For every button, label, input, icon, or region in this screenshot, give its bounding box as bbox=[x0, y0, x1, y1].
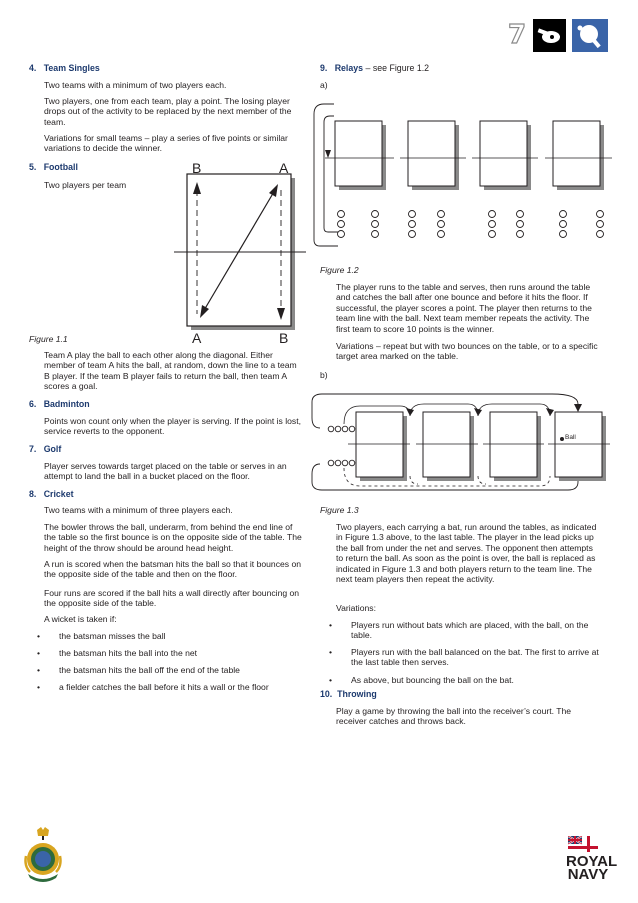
section-title: Golf bbox=[43, 444, 62, 454]
list-item: • Players run with the ball balanced on the bat. The first to arrive at the last table then serves. bbox=[329, 647, 599, 668]
section-10-heading bbox=[320, 689, 377, 699]
section-title: Relays bbox=[334, 63, 364, 73]
royal-navy-logo bbox=[566, 836, 618, 883]
section-4-heading bbox=[29, 63, 100, 73]
list-item-text: a fielder catches the ball before it hits a wall or the floor bbox=[59, 682, 269, 692]
royal-marines-crest-icon bbox=[22, 826, 64, 884]
table-tennis-icon bbox=[572, 19, 608, 52]
paragraph: Two teams with a minimum of two players each. bbox=[44, 80, 227, 90]
section-7-heading bbox=[29, 444, 61, 454]
paragraph: A run is scored when the batsman hits the ball so that it bounces on the opposite side of the table and then on the floor. bbox=[44, 559, 302, 580]
paragraph: Player serves towards target placed on the table or serves in an attempt to land the ball in a bucket placed on the floor. bbox=[44, 461, 287, 482]
section-number: 8. bbox=[29, 489, 37, 499]
paragraph: Variations – repeat but with two bounces on the table, or to a specific target area marked on the table. bbox=[336, 341, 598, 362]
list-item: • a fielder catches the ball before it hits a wall or the floor bbox=[37, 682, 269, 692]
section-5-heading bbox=[29, 162, 78, 172]
paragraph: The bowler throws the ball, underarm, from behind the end line of the table so the first bounce is on the opposite side of the table. The height of the throw should be around head height. bbox=[44, 522, 302, 553]
section-9-heading bbox=[320, 63, 429, 73]
whistle-icon bbox=[533, 19, 566, 52]
paragraph: Two teams with a minimum of three players each. bbox=[44, 505, 233, 515]
section-8-heading bbox=[29, 489, 74, 499]
page-number: 7 bbox=[508, 20, 527, 50]
royal-navy-wordmark bbox=[566, 853, 618, 883]
label-a-top: A bbox=[279, 160, 289, 176]
paragraph: Team A play the ball to each other along the diagonal. Either member of team A hits the ball, at random, down the line to a team B player. If the team B player fails to return the ball, then team A scores a goal. bbox=[44, 350, 297, 392]
list-item: • the batsman hits the ball off the end of the table bbox=[37, 665, 240, 675]
ensign-flag-icon bbox=[568, 836, 598, 852]
list-item: • the batsman misses the ball bbox=[37, 631, 166, 641]
section-number: 4. bbox=[29, 63, 37, 73]
list-item: • the batsman hits the ball into the net bbox=[37, 648, 198, 658]
paragraph: Two players per team bbox=[44, 180, 127, 190]
label-a-bottom: A bbox=[192, 330, 202, 346]
list-item-text: Players run with the ball balanced on the bat. The first to arrive at the last table then serves. bbox=[351, 647, 599, 668]
wordmark-line-1: ROYAL bbox=[566, 853, 618, 870]
section-title: Badminton bbox=[43, 399, 90, 409]
section-title: Throwing bbox=[337, 689, 377, 699]
list-item-text: the batsman hits the ball into the net bbox=[59, 648, 198, 658]
paragraph: Points won count only when the player is serving. If the point is lost, service reverts to the opponent. bbox=[44, 416, 301, 437]
list-item-text: Players run without bats which are placed, with the ball, on the table. bbox=[351, 620, 589, 641]
list-item-text: As above, but bouncing the ball on the bat. bbox=[351, 675, 514, 685]
figure-caption: Figure 1.3 bbox=[320, 505, 359, 515]
figure-caption: Figure 1.2 bbox=[320, 265, 359, 275]
section-number: 5. bbox=[29, 162, 37, 172]
figure-1-3 bbox=[308, 390, 613, 496]
list-item: • Players run without bats which are placed, with the ball, on the table. bbox=[329, 620, 589, 641]
paragraph: Variations: bbox=[336, 603, 376, 613]
section-number: 7. bbox=[29, 444, 37, 454]
paragraph: The player runs to the table and serves, then runs around the table and catches the ball after one bounce and before it hits the floor. If successful, the player scores a point. The player then returns to the team line with the ball. Next team member repeats the activity. The first team to score 10 points is the winner. bbox=[336, 282, 592, 334]
figure-1-1 bbox=[170, 160, 310, 350]
football-diagram bbox=[170, 160, 310, 350]
paragraph: Four runs are scored if the ball hits a wall directly after bouncing on the opposite side of the table. bbox=[44, 588, 300, 609]
ball-label: Ball bbox=[565, 434, 576, 441]
section-6-heading bbox=[29, 399, 90, 409]
section-title-suffix: – see Figure 1.2 bbox=[363, 63, 430, 73]
section-number: 10. bbox=[320, 689, 333, 699]
label-b-bottom: B bbox=[279, 330, 289, 346]
subfigure-label: a) bbox=[320, 80, 328, 90]
section-title: Football bbox=[43, 162, 78, 172]
section-number: 6. bbox=[29, 399, 37, 409]
subfigure-label: b) bbox=[320, 370, 328, 380]
section-title: Team Singles bbox=[43, 63, 100, 73]
paragraph: A wicket is taken if: bbox=[44, 614, 117, 624]
paragraph: Two players, each carrying a bat, run around the tables, as indicated in Figure 1.3 above, to the last table. The player in the lead picks up the ball from under the net and serves. The opponent then attempts to return the ball. As soon as the point is over, the ball is replaced as indicated in Figure 1.3 and both players return to the team line. The next team players then repeat the activity. bbox=[336, 522, 597, 585]
relays-diagram-b bbox=[308, 390, 613, 496]
wordmark-line-2: NAVY bbox=[567, 866, 609, 883]
list-item-text: the batsman hits the ball off the end of the table bbox=[59, 665, 240, 675]
relays-diagram-a bbox=[308, 98, 613, 258]
list-item-text: the batsman misses the ball bbox=[59, 631, 166, 641]
section-title: Cricket bbox=[43, 489, 74, 499]
label-b-top: B bbox=[192, 160, 202, 176]
paragraph: Play a game by throwing the ball into the receiver’s court. The receiver catches and throws back. bbox=[336, 706, 572, 727]
section-number: 9. bbox=[320, 63, 328, 73]
paragraph: Variations for small teams – play a series of five points or similar variations to decide the winner. bbox=[44, 133, 288, 154]
figure-1-2 bbox=[308, 98, 613, 258]
figure-caption: Figure 1.1 bbox=[29, 334, 68, 344]
list-item: • As above, but bouncing the ball on the bat. bbox=[329, 675, 514, 685]
paragraph: Two players, one from each team, play a point. The losing player drops out of the activity to be replaced by the next member of the team. bbox=[44, 96, 292, 127]
